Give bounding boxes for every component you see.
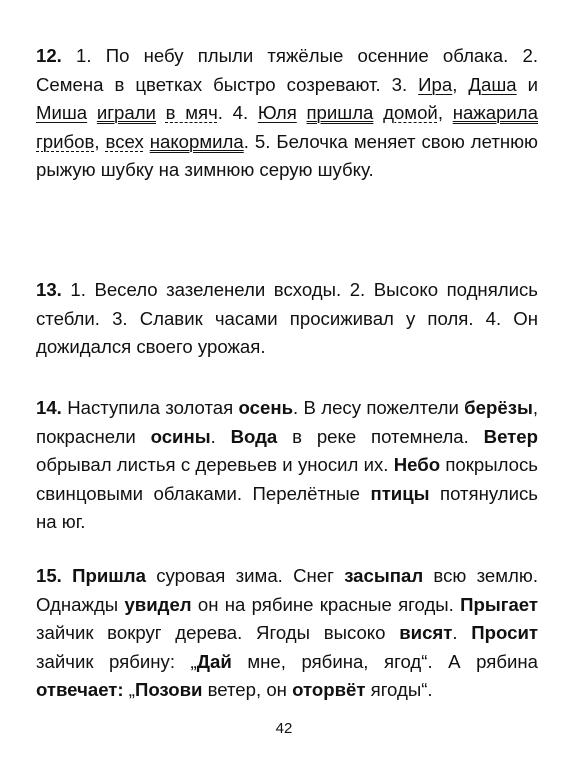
underlined-word: домой bbox=[383, 102, 438, 123]
bold-word: засыпал bbox=[344, 565, 424, 586]
text-run bbox=[156, 102, 166, 123]
text-run bbox=[62, 565, 72, 586]
bold-word: птицы bbox=[370, 482, 430, 504]
text-run: , bbox=[94, 130, 106, 152]
text-run: покрылось свинцовыми облаками. Перелётные bbox=[36, 454, 538, 504]
underlined-word: всех bbox=[105, 130, 144, 152]
text-run: 1. Весело зазеленели всходы. 2. Высоко поднялись стебли. 3. Славик часами просиживал у поля. 4. Он дожидался своего урожая. bbox=[36, 279, 538, 357]
text-run: зайчик вокруг дерева. Ягоды высоко bbox=[36, 622, 400, 643]
text-run: . В лесу пожелтели bbox=[293, 397, 465, 418]
bold-word: Прыгает bbox=[460, 593, 538, 615]
underlined-word: играли bbox=[96, 102, 156, 123]
exercise-number: 13. bbox=[36, 279, 62, 300]
bold-word: Позови bbox=[134, 679, 203, 700]
text-run: ветер, он bbox=[202, 679, 293, 700]
underlined-word: Миша bbox=[36, 102, 88, 123]
text-run: . 5. Белочка меняет свою летнюю рыжую шубку на зимнюю серую шубку. bbox=[36, 130, 538, 180]
text-run: мне, рябина, ягод“. А рябина bbox=[231, 650, 538, 672]
bold-word: увидел bbox=[124, 593, 192, 615]
exercise-13 bbox=[36, 276, 538, 362]
underlined-word: в мяч bbox=[165, 102, 218, 123]
bold-word: Ветер bbox=[483, 425, 538, 447]
text-run: . bbox=[452, 622, 472, 643]
text-run: потянулись на юг. bbox=[36, 482, 538, 532]
bold-word: Дай bbox=[196, 650, 232, 672]
bold-word: Просит bbox=[471, 622, 538, 643]
exercise-14 bbox=[36, 394, 538, 537]
bold-word: осень bbox=[238, 397, 294, 418]
underlined-word: Ира bbox=[418, 73, 453, 95]
text-run: , bbox=[452, 73, 469, 95]
text-run: всю землю. Однажды bbox=[36, 565, 538, 615]
bold-word: отвечает: bbox=[36, 679, 124, 700]
text-run: он на рябине красные ягоды. bbox=[191, 593, 461, 615]
underlined-word: Юля bbox=[257, 102, 297, 123]
text-run: , покраснели bbox=[36, 397, 538, 447]
underlined-word: нажарила bbox=[452, 102, 538, 123]
text-run: суровая зима. Снег bbox=[145, 565, 345, 586]
exercise-number: 12. bbox=[36, 45, 62, 66]
underlined-word: накормила bbox=[149, 130, 244, 152]
text-run: ягоды“. bbox=[365, 679, 433, 700]
exercise-number: 14. bbox=[36, 397, 62, 418]
exercise-number: 15. bbox=[36, 565, 62, 586]
bold-word: Небо bbox=[393, 454, 441, 475]
text-run: обрывал листья с деревьев и уносил их. bbox=[36, 454, 394, 475]
exercise-12 bbox=[36, 42, 538, 185]
bold-word: оторвёт bbox=[292, 679, 366, 700]
text-run: зайчик рябину: „ bbox=[36, 650, 197, 672]
underlined-word: пришла bbox=[306, 102, 374, 123]
bold-word: Вода bbox=[230, 425, 278, 447]
text-run bbox=[87, 102, 97, 123]
bold-word: висят bbox=[399, 622, 453, 643]
text-run: и bbox=[516, 73, 538, 95]
text-run bbox=[373, 102, 383, 123]
text-run: 1. По небу плыли тяжёлые осенние облака. 2. Семена в цветках быстро созревают. 3. bbox=[36, 45, 538, 95]
underlined-word: Даша bbox=[468, 73, 517, 95]
bold-word: берёзы bbox=[464, 397, 533, 418]
page-number: 42 bbox=[275, 720, 293, 737]
bold-word: Пришла bbox=[72, 565, 146, 586]
exercise-15 bbox=[36, 562, 538, 705]
text-run: Наступила золотая bbox=[61, 397, 239, 418]
text-run: . 4. bbox=[217, 102, 258, 123]
underlined-word: грибов bbox=[36, 130, 95, 152]
bold-word: осины bbox=[150, 425, 211, 447]
text-run: „ bbox=[123, 679, 135, 700]
text-run: , bbox=[437, 102, 453, 123]
text-run: . bbox=[210, 425, 231, 447]
text-run: в реке потемнела. bbox=[277, 425, 484, 447]
